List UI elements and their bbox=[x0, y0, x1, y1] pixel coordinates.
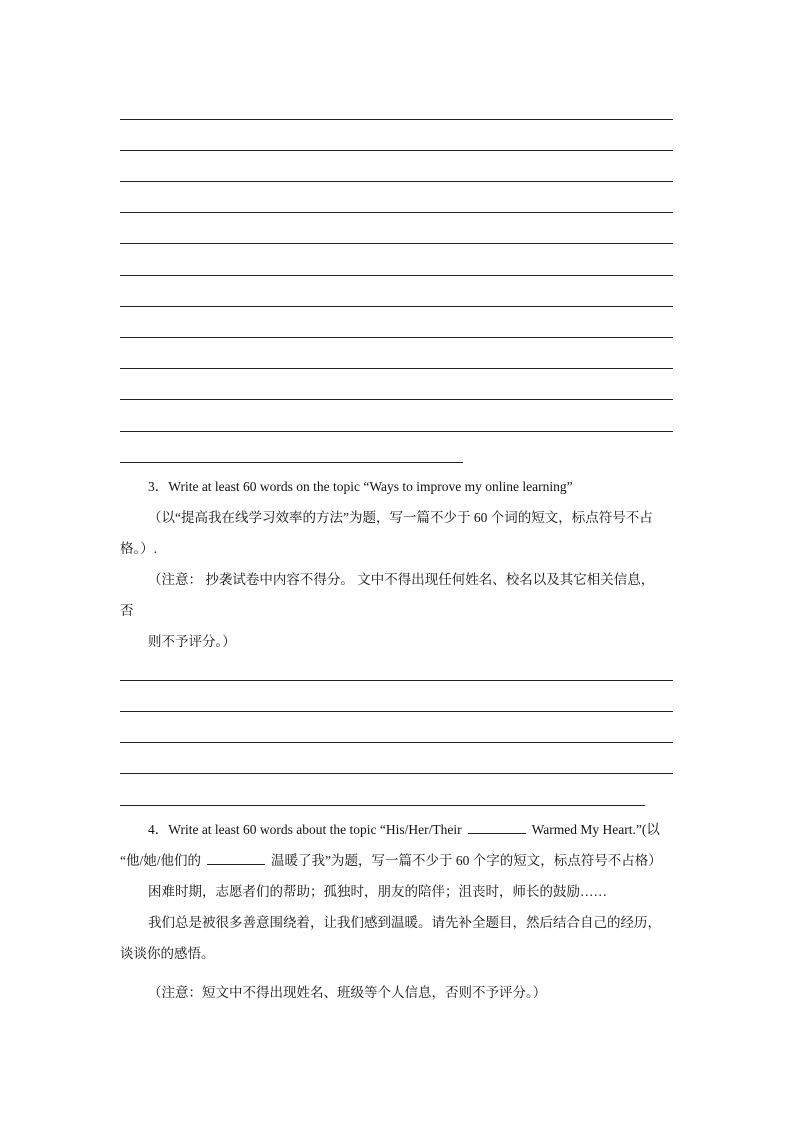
title-blank-cn bbox=[207, 852, 265, 865]
answer-line bbox=[120, 243, 673, 244]
q3-note-line1: （注意： 抄袭试卷中内容不得分。 文中不得出现任何姓名、校名以及其它相关信息， bbox=[148, 572, 655, 587]
q3-instruction-line1: （以“提高我在线学习效率的方法”为题，写一篇不少于 60 个词的短文，标点符号不占 bbox=[148, 510, 653, 525]
answer-line bbox=[120, 711, 673, 712]
q4-instruction-part2: 温暖了我”为题，写一篇不少于 60 个字的短文，标点符号不占格） bbox=[271, 853, 662, 868]
answer-line bbox=[120, 399, 673, 400]
answer-line bbox=[120, 306, 673, 307]
answer-line-short bbox=[120, 462, 463, 463]
q4-instruction bbox=[120, 852, 662, 870]
q4-hint-line1: 困难时期，志愿者们的帮助；孤独时，朋友的陪伴；沮丧时，师长的鼓励…… bbox=[148, 884, 607, 899]
q4-hint-line3: 谈谈你的感悟。 bbox=[120, 946, 215, 961]
answer-line bbox=[120, 212, 673, 213]
answer-line bbox=[120, 119, 673, 120]
q4-prompt-part1: 4．Write at least 60 words about the topic “His/Her/Their bbox=[148, 822, 462, 837]
answer-line bbox=[120, 680, 673, 681]
answer-line bbox=[120, 150, 673, 151]
answer-line bbox=[120, 337, 673, 338]
q3-instruction-line2: 格。）. bbox=[120, 541, 158, 556]
q4-prompt bbox=[148, 821, 660, 839]
answer-line bbox=[120, 431, 673, 432]
answer-line-short bbox=[120, 805, 645, 806]
q3-prompt: 3．Write at least 60 words on the topic “Ways to improve my online learning” bbox=[148, 479, 573, 494]
q4-prompt-part2: Warmed My Heart.”(以 bbox=[531, 822, 660, 837]
q3-note-line2: 否 bbox=[120, 603, 134, 618]
q3-note-line3: 则不予评分。） bbox=[148, 634, 236, 649]
q4-instruction-part1: “他/她/他们的 bbox=[120, 853, 201, 868]
title-blank bbox=[468, 821, 526, 834]
answer-line bbox=[120, 181, 673, 182]
q4-note: （注意：短文中不得出现姓名、班级等个人信息，否则不予评分。） bbox=[148, 985, 547, 1000]
q4-hint-line2: 我们总是被很多善意围绕着，让我们感到温暖。请先补全题目，然后结合自己的经历， bbox=[148, 915, 661, 930]
answer-line bbox=[120, 742, 673, 743]
answer-line bbox=[120, 773, 673, 774]
answer-line bbox=[120, 368, 673, 369]
answer-line bbox=[120, 275, 673, 276]
